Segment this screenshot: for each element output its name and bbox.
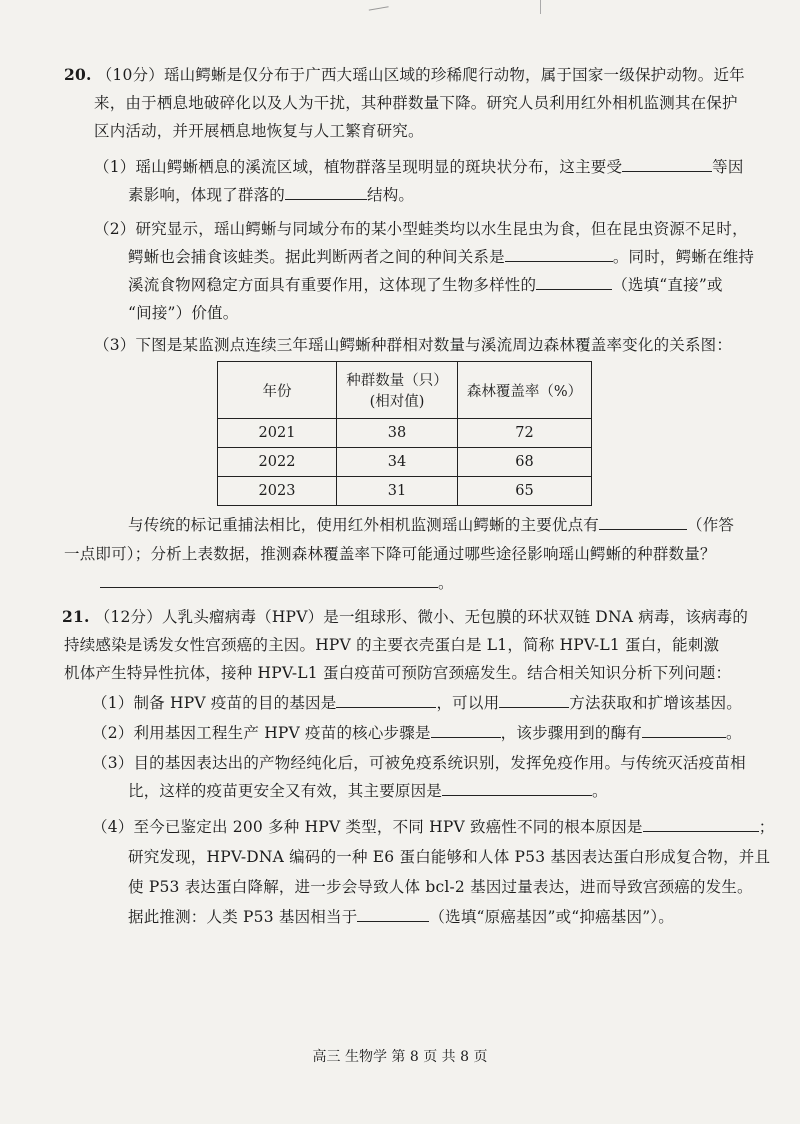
q21-p4-text-e: 据此推测：人类 P53 基因相当于 xyxy=(128,908,358,926)
q21-p2-blank2[interactable] xyxy=(642,723,726,738)
q20-p3-text-c: （作答 xyxy=(687,516,735,534)
cell-year: 2022 xyxy=(218,448,337,477)
scan-line xyxy=(540,0,541,14)
q20-part3-line1: （3）下图是某监测点连续三年瑶山鳄蜥种群相对数量与溪流周边森林覆盖率变化的关系图： xyxy=(94,336,733,354)
q20-p3-blank1[interactable] xyxy=(599,515,687,530)
cell-population: 38 xyxy=(337,419,458,448)
q21-part4-line4 xyxy=(128,906,674,928)
q21-part4-line2: 研究发现，HPV-DNA 编码的一种 E6 蛋白能够和人体 P53 基因表达蛋白形成复合物，并且 xyxy=(128,848,771,866)
q20-p2-text-c: 。同时，鳄蜥在维持 xyxy=(612,248,755,266)
q21-part3-line2 xyxy=(128,780,608,802)
q21-p4-text-b: ； xyxy=(758,818,775,836)
q21-p1-blank2[interactable] xyxy=(499,693,569,708)
table-row xyxy=(218,419,592,448)
header-population xyxy=(337,362,458,419)
q21-p4-text-a: （4）至今已鉴定出 200 多种 HPV 类型，不同 HPV 致癌性不同的根本原因是 xyxy=(92,818,643,836)
q20-p3-text-e: 。 xyxy=(438,574,454,592)
q20-part1-line2 xyxy=(128,184,414,206)
q21-number: 21. xyxy=(62,607,90,626)
q20-part2-line2 xyxy=(128,246,754,268)
q20-number: 20. xyxy=(64,65,92,84)
q21-part1-line xyxy=(92,692,742,714)
q21-p2-text-a: （2）利用基因工程生产 HPV 疫苗的核心步骤是 xyxy=(92,724,431,742)
q20-intro-line2: 来，由于栖息地破碎化以及人为干扰，其种群数量下降。研究人员利用红外相机监测其在保护 xyxy=(94,94,738,112)
q21-p4-blank2[interactable] xyxy=(357,907,429,922)
header-forest-cover: 森林覆盖率（%） xyxy=(458,362,592,419)
q21-p2-blank1[interactable] xyxy=(431,723,501,738)
q21-part4-line1 xyxy=(92,816,774,838)
q21-p2-text-c: 。 xyxy=(725,724,742,742)
q21-p3-text-b: 比，这样的疫苗更安全又有效，其主要原因是 xyxy=(128,782,443,800)
header-population-line1: 种群数量（只） xyxy=(346,373,448,389)
q20-part1-line1 xyxy=(94,156,744,178)
table-row xyxy=(218,448,592,477)
q21-intro-line2: 持续感染是诱发女性宫颈癌的主因。HPV 的主要衣壳蛋白是 L1，简称 HPV-L1 蛋白，能刺激 xyxy=(64,636,720,654)
q20-intro-line1 xyxy=(64,64,745,86)
cell-year: 2021 xyxy=(218,419,337,448)
page-footer: 高三 生物学 第 8 页 共 8 页 xyxy=(312,1049,488,1065)
q20-p1-text-a: （1）瑶山鳄蜥栖息的溪流区域，植物群落呈现明显的斑块状分布，这主要受 xyxy=(94,158,623,176)
q21-p3-text-c: 。 xyxy=(592,782,608,800)
population-table xyxy=(217,361,592,506)
header-year: 年份 xyxy=(218,362,337,419)
cell-forest-cover: 65 xyxy=(458,477,592,506)
q21-intro-line1 xyxy=(62,606,748,628)
q20-p1-text-c: 素影响，体现了群落的 xyxy=(128,186,286,204)
q20-part3-line2 xyxy=(128,514,734,536)
cell-population: 34 xyxy=(337,448,458,477)
scan-mark xyxy=(367,0,388,11)
q20-part2-line4: “间接”）价值。 xyxy=(128,304,239,322)
cell-forest-cover: 68 xyxy=(458,448,592,477)
q20-p3-text-b: 与传统的标记重捕法相比，使用红外相机监测瑶山鳄蜥的主要优点有 xyxy=(128,516,600,534)
q20-p2-text-d: 溪流食物网稳定方面具有重要作用，这体现了生物多样性的 xyxy=(128,276,537,294)
q20-p1-blank2[interactable] xyxy=(285,185,367,200)
q20-p3-blank2[interactable] xyxy=(100,573,438,588)
q21-part2-line xyxy=(92,722,742,744)
cell-forest-cover: 72 xyxy=(458,419,592,448)
q20-p2-blank2[interactable] xyxy=(536,275,612,290)
q20-p1-blank1[interactable] xyxy=(622,157,712,172)
table-header-row xyxy=(218,362,592,419)
q20-part2-line1: （2）研究显示，瑶山鳄蜥与同域分布的某小型蛙类均以水生昆虫为食，但在昆虫资源不足时， xyxy=(94,220,748,238)
q20-intro-line3: 区内活动，并开展栖息地恢复与人工繁育研究。 xyxy=(94,122,424,140)
q21-p2-text-b: ，该步骤用到的酶有 xyxy=(500,724,642,742)
cell-year: 2023 xyxy=(218,477,337,506)
q21-p1-text-a: （1）制备 HPV 疫苗的目的基因是 xyxy=(92,694,337,712)
q21-intro-text1: （12分）人乳头瘤病毒（HPV）是一组球形、微小、无包膜的环状双链 DNA 病毒，该病毒的 xyxy=(94,608,749,626)
q20-p2-text-b: 鳄蜥也会捕食该蛙类。据此判断两者之间的种间关系是 xyxy=(128,248,505,266)
q21-p1-text-b: ，可以用 xyxy=(436,694,500,712)
q21-part4-line3: 使 P53 表达蛋白降解，进一步会导致人体 bcl-2 基因过量表达，进而导致宫颈癌的发生。 xyxy=(128,878,753,896)
q20-p2-text-e: （选填“直接”或 xyxy=(612,276,723,294)
q20-p2-blank1[interactable] xyxy=(505,247,613,262)
table-row xyxy=(218,477,592,506)
q20-intro-text1: （10分）瑶山鳄蜥是仅分布于广西大瑶山区域的珍稀爬行动物，属于国家一级保护动物。近年 xyxy=(96,66,745,84)
q21-part3-line1: （3）目的基因表达出的产物经纯化后，可被免疫系统识别，发挥免疫作用。与传统灭活疫苗相 xyxy=(92,754,746,772)
q21-p1-text-c: 方法获取和扩增该基因。 xyxy=(569,694,742,712)
header-population-line2: (相对值) xyxy=(369,394,425,410)
q21-p4-blank1[interactable] xyxy=(643,817,759,832)
q21-intro-line3: 机体产生特异性抗体，接种 HPV-L1 蛋白疫苗可预防宫颈癌发生。结合相关知识分析下列问题： xyxy=(64,664,732,682)
q20-p1-text-b: 等因 xyxy=(712,158,744,176)
q21-p3-blank1[interactable] xyxy=(442,781,592,796)
cell-population: 31 xyxy=(337,477,458,506)
q20-p1-text-d: 结构。 xyxy=(367,186,415,204)
q20-part3-line3: 一点即可）；分析上表数据，推测森林覆盖率下降可能通过哪些途径影响瑶山鳄蜥的种群数量？ xyxy=(64,545,716,563)
q21-p4-text-f: （选填“原癌基因”或“抑癌基因”）。 xyxy=(429,908,674,926)
q20-part3-line4 xyxy=(100,572,454,594)
q21-p1-blank1[interactable] xyxy=(336,693,436,708)
q20-part2-line3 xyxy=(128,274,723,296)
